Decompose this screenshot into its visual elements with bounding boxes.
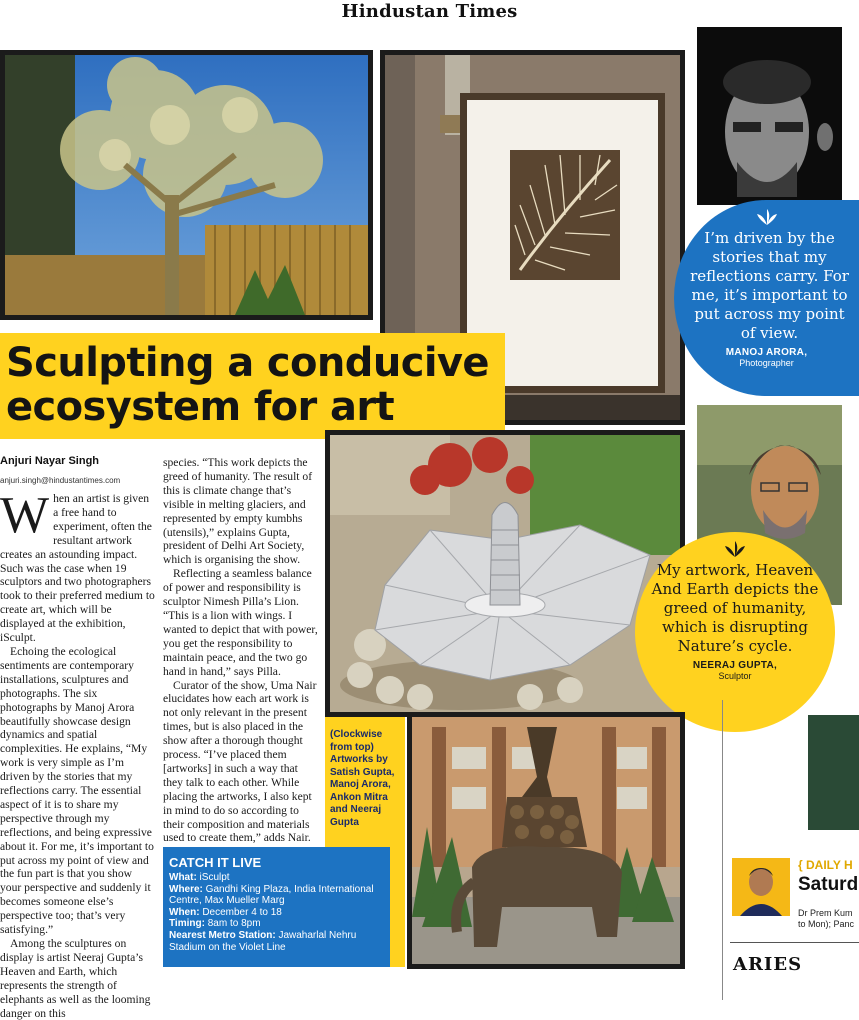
paragraph: When an artist is given a free hand to experiment, often the resultant artwork creates an astounding impact. Such was the case when 19 sculptors and two photographers took to their preferred medium to create art, which will be displayed at the exhibition, iSculpt. (0, 487, 155, 645)
quote-text: My artwork, Heaven And Earth depicts the greed of humanity, which is disrupting Nature’s cycle. (651, 561, 819, 655)
quote-attribution-role: Sculptor (718, 671, 752, 681)
tree-sculpture-photo (0, 50, 373, 320)
quote-text: I’m driven by the stories that my reflections carry. For me, it’s important to put across my point of view. (690, 229, 849, 342)
quote-circle-neeraj-gupta (635, 532, 835, 732)
origami-sculpture-photo (325, 430, 685, 717)
quote-attribution-name: NEERAJ GUPTA, (692, 660, 778, 671)
infobox-title: CATCH IT LIVE (169, 855, 262, 870)
article-column-2 (163, 456, 320, 845)
quote-circle-manoj-arora (674, 200, 859, 396)
horoscope-divider (730, 942, 859, 943)
headline-line-1: Sculpting a conducive (6, 340, 489, 386)
horoscope-author: Dr Prem Kum (798, 908, 853, 918)
quote-attribution-name: MANOJ ARORA, (725, 347, 808, 358)
horoscope-day: Saturd (798, 874, 859, 895)
headline-box (0, 333, 505, 439)
paragraph: species. “This work depicts the greed of humanity. The result of this is climate change that’s visible in melting glaciers, and represented by empty kumbhs (utensils),” explains Gupta, president of Delhi Art Society, which is organising the show. (163, 456, 313, 567)
article-column-1 (0, 487, 155, 1020)
infobox-what: What: iSculpt (169, 872, 230, 883)
zodiac-sign-heading: ARIES (733, 954, 803, 975)
paragraph: Echoing the ecological sentiments are contemporary installations, sculptures and photographs. The six photographs by Manoj Arora beautifully showcase design dynamics and spatial complexities. He explains, “My work is very simple as I’m driven by the stories that my reflections carry. The essential aspect of it is to share my perspective through my reflections, and being expressive about it. For me, it’s important to put across my point of view and the fun part is that you show your perspective and suddenly it becomes someone else’s perspective too; that’s very satisfying.” (0, 644, 154, 937)
paragraph: Among the sculptures on display is artist Neeraj Gupta’s Heaven and Earth, which represents the strength of elephants as well as the looming danger on this (0, 937, 151, 1020)
quote-attribution-role: Photographer (739, 358, 794, 368)
article-headline (6, 341, 501, 429)
dropcap: W (0, 487, 50, 544)
infobox-where: Where: Gandhi King Plaza, India International Centre, Max Mueller Marg (169, 883, 374, 907)
masthead: Hindustan Times (341, 1, 518, 22)
headline-line-2: ecosystem for art (6, 384, 395, 430)
elephant-sculpture-photo (407, 712, 685, 969)
leaf-icon (756, 208, 778, 226)
column-divider (722, 700, 723, 1000)
infobox-metro: Nearest Metro Station: Jawaharlal Nehru Stadium on the Violet Line (169, 929, 357, 953)
astrologer-avatar (732, 858, 790, 916)
horoscope-note: to Mon); Panc (798, 919, 855, 929)
green-ad-block (808, 715, 859, 830)
byline: Anjuri Nayar Singh (0, 455, 100, 467)
byline-email: anjuri.singh@hindustantimes.com (0, 476, 121, 485)
photo-caption: (Clockwise from top) Artworks by Satish Gupta, Manoj Arora, Ankon Mitra and Neeraj Gupta (330, 729, 395, 828)
leaf-icon (724, 540, 746, 558)
paragraph: Curator of the show, Uma Nair elucidates how each art work is not only relevant in the present times, but is also placed in the show after a thorough thought process. “I’ve placed them [artworks] in such a way that they talk to each other. While placing the artworks, I also kept in mind to do so according to their composition and materials used to create them,” adds Nair. (163, 678, 317, 845)
infobox-timing: Timing: 8am to 8pm (169, 918, 261, 930)
manoj-arora-portrait (697, 27, 842, 205)
daily-horoscope-tag: { DAILY H (798, 858, 853, 872)
paragraph: Reflecting a seamless balance of power and responsibility is sculptor Nimesh Pilla’s Lion. “This is a lion with wings. I wanted to depict that with power, you get the responsibility to maintain peace, and the two go hand in hand,” says Pilla. (163, 567, 318, 678)
infobox-when: When: December 4 to 18 (169, 906, 282, 918)
catch-it-live-box (163, 847, 390, 967)
